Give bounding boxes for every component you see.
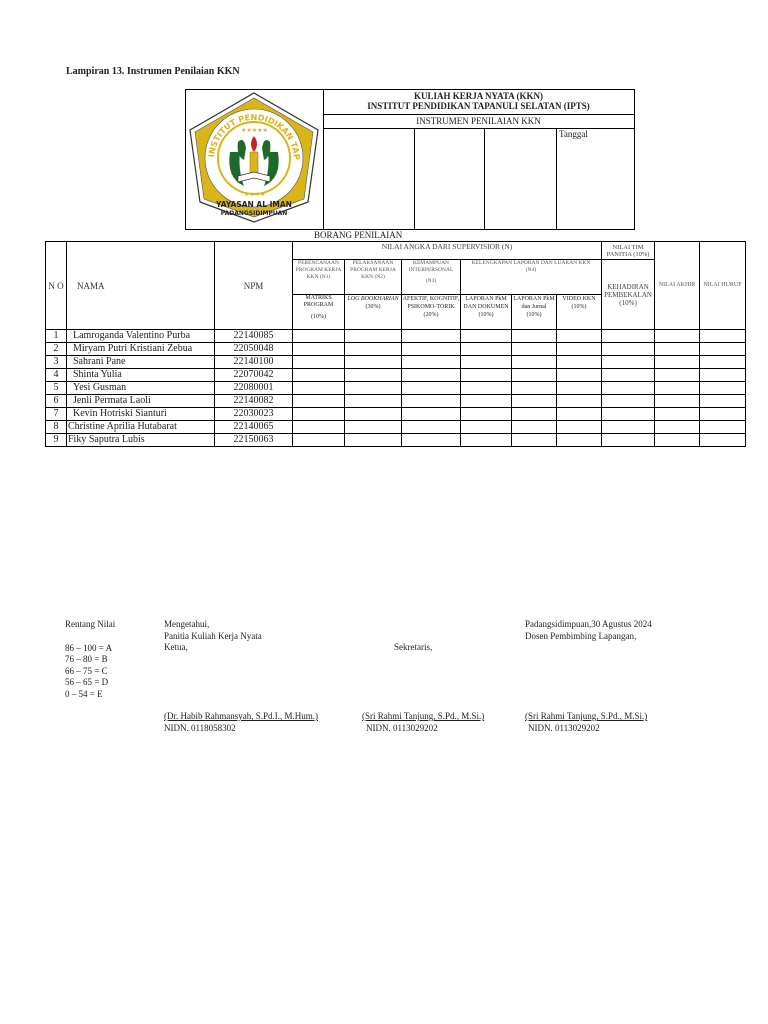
- score-cell: [557, 330, 602, 343]
- ketua-text: Ketua,: [164, 642, 188, 652]
- institution-logo-cell: [186, 90, 324, 229]
- signature-ketua: [164, 711, 318, 734]
- score-cell: [402, 434, 461, 447]
- grade-range-title: Rentang Nilai: [65, 619, 116, 629]
- header-divider: [556, 128, 557, 229]
- score-cell: [512, 369, 557, 382]
- score-cell: [293, 395, 345, 408]
- n3-code: (N3): [425, 278, 437, 284]
- score-cell: [700, 330, 746, 343]
- score-cell: [602, 421, 655, 434]
- table-row: [46, 369, 746, 382]
- score-cell: [461, 330, 512, 343]
- score-cell: [602, 395, 655, 408]
- institution-logo: [186, 90, 323, 229]
- score-cell: [293, 356, 345, 369]
- row-name: Miryam Putri Kristiani Zebua: [67, 343, 215, 356]
- row-name: Jenli Permata Laoli: [67, 395, 215, 408]
- laporan-jurnal-pct: (10%): [526, 312, 542, 318]
- score-cell: [655, 421, 700, 434]
- table-row: [46, 408, 746, 421]
- score-cell: [700, 434, 746, 447]
- score-cell: [602, 434, 655, 447]
- n2-header: PELAKSANAAN PROGRAM KERJA KKN (N2): [345, 260, 402, 295]
- row-name: Yesi Gusman: [67, 382, 215, 395]
- signature-nidn: NIDN. 0118058302: [164, 722, 236, 733]
- score-cell: [345, 408, 402, 421]
- grade-range-item: 56 – 65 = D: [65, 677, 109, 687]
- video-header: [557, 295, 602, 330]
- score-cell: [512, 434, 557, 447]
- panitia-group-header: NILAI TIM PANITIA (10%): [602, 242, 655, 260]
- score-cell: [461, 434, 512, 447]
- score-cell: [293, 408, 345, 421]
- row-npm: 22140065: [215, 421, 293, 434]
- row-number: 8: [46, 421, 67, 434]
- grade-range-item: 0 – 54 = E: [65, 688, 103, 699]
- signature-dosen: [525, 711, 647, 734]
- supervisor-group-header: NILAI ANGKA DARI SUPERVISIOR (N): [293, 242, 602, 260]
- signature-nidn: NIDN. 0113029202: [528, 722, 600, 733]
- row-npm: 22030023: [215, 408, 293, 421]
- col-npm-header: NPM: [215, 242, 293, 330]
- logo-city-text: PADANGSIDIMPUAN: [220, 210, 288, 217]
- grade-range-item: 76 – 80 = B: [65, 654, 108, 664]
- n3-label: KEMAMPUAN INTERPERSONAL: [408, 260, 454, 273]
- assessment-table: [45, 241, 746, 447]
- log-pct: (30%): [365, 304, 381, 310]
- signature-name: (Sri Rahmi Tanjung, S.Pd., M.Si.): [362, 711, 485, 721]
- institution-heading: [323, 90, 634, 115]
- score-cell: [402, 395, 461, 408]
- score-cell: [655, 382, 700, 395]
- score-cell: [700, 343, 746, 356]
- col-nilai-huruf-header: NILAI HURUF: [700, 242, 746, 330]
- score-cell: [512, 330, 557, 343]
- place-date-text: Padangsidimpuan,30 Agustus 2024: [525, 619, 652, 629]
- laporan-pkm-label: LAPORAN PkM DAN DOKUMEN: [463, 296, 509, 310]
- n1-header: PERENCANAAN PROGRAM KERJA KKN (N1): [293, 260, 345, 295]
- score-cell: [557, 382, 602, 395]
- score-cell: [512, 343, 557, 356]
- row-npm: 22140085: [215, 330, 293, 343]
- grade-range-block: [65, 619, 115, 700]
- score-cell: [461, 356, 512, 369]
- row-npm: 22140082: [215, 395, 293, 408]
- score-cell: [700, 356, 746, 369]
- row-number: 3: [46, 356, 67, 369]
- table-row: [46, 343, 746, 356]
- score-cell: [655, 395, 700, 408]
- score-cell: [557, 343, 602, 356]
- mengetahui-text: Mengetahui,: [164, 619, 210, 629]
- row-name: Sahrani Pane: [67, 356, 215, 369]
- score-cell: [402, 330, 461, 343]
- score-cell: [461, 382, 512, 395]
- score-cell: [557, 421, 602, 434]
- score-cell: [345, 382, 402, 395]
- kehadiran-label: KEHADIRAN PEMBEKALAN: [604, 282, 652, 299]
- sekretaris-text: Sekretaris,: [394, 642, 433, 652]
- table-row: [46, 434, 746, 447]
- row-npm: 22050048: [215, 343, 293, 356]
- score-cell: [402, 356, 461, 369]
- row-npm: 22150063: [215, 434, 293, 447]
- afektif-header: AFEKTIF, KOGNITIF, PSIKOMO-TORIK (20%): [402, 295, 461, 330]
- score-cell: [402, 382, 461, 395]
- table-row: [46, 421, 746, 434]
- matriks-pct: (10%): [311, 314, 326, 320]
- score-cell: [602, 343, 655, 356]
- score-cell: [461, 421, 512, 434]
- score-cell: [602, 356, 655, 369]
- col-nama-header: NAMA: [67, 242, 215, 330]
- score-cell: [602, 408, 655, 421]
- log-label: LOG BOOKHARIAN: [347, 296, 399, 302]
- row-number: 5: [46, 382, 67, 395]
- score-cell: [557, 395, 602, 408]
- page-title: Lampiran 13. Instrumen Penilaian KKN: [66, 66, 240, 77]
- score-cell: [345, 356, 402, 369]
- col-no-header: N O: [46, 242, 67, 330]
- row-npm: 22070042: [215, 369, 293, 382]
- score-cell: [557, 408, 602, 421]
- score-cell: [700, 369, 746, 382]
- score-cell: [512, 356, 557, 369]
- row-number: 2: [46, 343, 67, 356]
- n4-header: KELENGKAPAN LAPORAN DAN LUARAN KKN (N4): [461, 260, 602, 295]
- score-cell: [655, 369, 700, 382]
- signature-name: (Sri Rahmi Tanjung, S.Pd., M.Si.): [525, 711, 648, 721]
- table-row: [46, 382, 746, 395]
- score-cell: [402, 408, 461, 421]
- score-cell: [557, 356, 602, 369]
- table-row: [46, 395, 746, 408]
- score-cell: [402, 369, 461, 382]
- kehadiran-header: [602, 260, 655, 330]
- score-cell: [602, 382, 655, 395]
- row-number: 1: [46, 330, 67, 343]
- logo-foundation-text: YAYASAN AL IMAN: [216, 200, 292, 209]
- score-cell: [655, 356, 700, 369]
- row-number: 7: [46, 408, 67, 421]
- score-cell: [700, 408, 746, 421]
- score-cell: [293, 343, 345, 356]
- matriks-header: [293, 295, 345, 330]
- laporan-jurnal-label: LAPORAN PkM dan Jurnal: [513, 296, 555, 310]
- approval-block: [164, 619, 262, 654]
- row-npm: 22080001: [215, 382, 293, 395]
- log-header: [345, 295, 402, 330]
- score-cell: [345, 434, 402, 447]
- instrument-title: INSTRUMEN PENILAIAN KKN: [323, 115, 634, 129]
- svg-text:★★★★: ★★★★: [244, 191, 266, 198]
- col-nilai-akhir-header: NILAI AKHIR: [655, 242, 700, 330]
- row-name: Kevin Hotriski Sianturi: [67, 408, 215, 421]
- header-divider: [414, 128, 415, 229]
- row-number: 9: [46, 434, 67, 447]
- score-cell: [655, 434, 700, 447]
- score-cell: [293, 369, 345, 382]
- svg-text:★★★★★: ★★★★★: [241, 127, 268, 134]
- score-cell: [402, 421, 461, 434]
- supervisor-block: [525, 619, 652, 642]
- score-cell: [345, 343, 402, 356]
- score-cell: [345, 330, 402, 343]
- score-cell: [461, 395, 512, 408]
- score-cell: [461, 343, 512, 356]
- score-cell: [655, 343, 700, 356]
- kehadiran-pct: (10%): [619, 298, 637, 307]
- score-cell: [557, 369, 602, 382]
- row-name: Shinta Yulia: [67, 369, 215, 382]
- laporan-pkm-header: [461, 295, 512, 330]
- row-name: Fiky Saputra Lubis: [67, 434, 215, 447]
- signature-name: (Dr. Habib Rahmansyah, S.Pd.I., M.Hum.): [164, 711, 318, 721]
- table-row: [46, 330, 746, 343]
- table-row: [46, 356, 746, 369]
- date-label: Tanggal: [559, 129, 588, 139]
- logo-ring-text: INSTITUT PENDIDIKAN TAP: [206, 111, 303, 160]
- grade-range-item: 66 – 75 = C: [65, 665, 108, 676]
- score-cell: [461, 408, 512, 421]
- row-name: Lamroganda Valentino Purba: [67, 330, 215, 343]
- header-box: [185, 89, 635, 230]
- grade-range-item: 86 – 100 = A: [65, 642, 113, 653]
- header-divider: [484, 128, 485, 229]
- row-number: 6: [46, 395, 67, 408]
- score-cell: [293, 330, 345, 343]
- row-number: 4: [46, 369, 67, 382]
- score-cell: [345, 369, 402, 382]
- score-cell: [293, 421, 345, 434]
- score-cell: [700, 395, 746, 408]
- score-cell: [293, 434, 345, 447]
- borang-title: BORANG PENILAIAN: [314, 230, 403, 240]
- score-cell: [700, 382, 746, 395]
- score-cell: [345, 421, 402, 434]
- n3-header: [402, 260, 461, 295]
- score-cell: [700, 421, 746, 434]
- laporan-jurnal-header: [512, 295, 557, 330]
- matriks-label: MATRIKS PROGRAM: [303, 295, 334, 308]
- score-cell: [512, 395, 557, 408]
- signature-nidn: NIDN. 0113029202: [366, 722, 438, 733]
- video-label: VIDEO KKN: [562, 296, 596, 302]
- score-cell: [512, 421, 557, 434]
- laporan-pkm-pct: (10%): [478, 312, 494, 318]
- institution-name: INSTITUT PENDIDIKAN TAPANULI SELATAN (IPTS): [367, 101, 590, 111]
- score-cell: [655, 330, 700, 343]
- score-cell: [293, 382, 345, 395]
- row-name: Christine Aprilia Hutabarat: [67, 421, 215, 434]
- kkn-title: KULIAH KERJA NYATA (KKN): [413, 91, 544, 101]
- score-cell: [345, 395, 402, 408]
- row-npm: 22140100: [215, 356, 293, 369]
- score-cell: [655, 408, 700, 421]
- score-cell: [557, 434, 602, 447]
- panitia-text: Panitia Kuliah Kerja Nyata: [164, 630, 262, 641]
- video-pct: (10%): [571, 304, 587, 310]
- score-cell: [602, 330, 655, 343]
- dosen-text: Dosen Pembimbing Lapangan,: [525, 630, 637, 641]
- signature-sekretaris: [362, 711, 484, 734]
- score-cell: [402, 343, 461, 356]
- score-cell: [461, 369, 512, 382]
- score-cell: [512, 408, 557, 421]
- score-cell: [512, 382, 557, 395]
- score-cell: [602, 369, 655, 382]
